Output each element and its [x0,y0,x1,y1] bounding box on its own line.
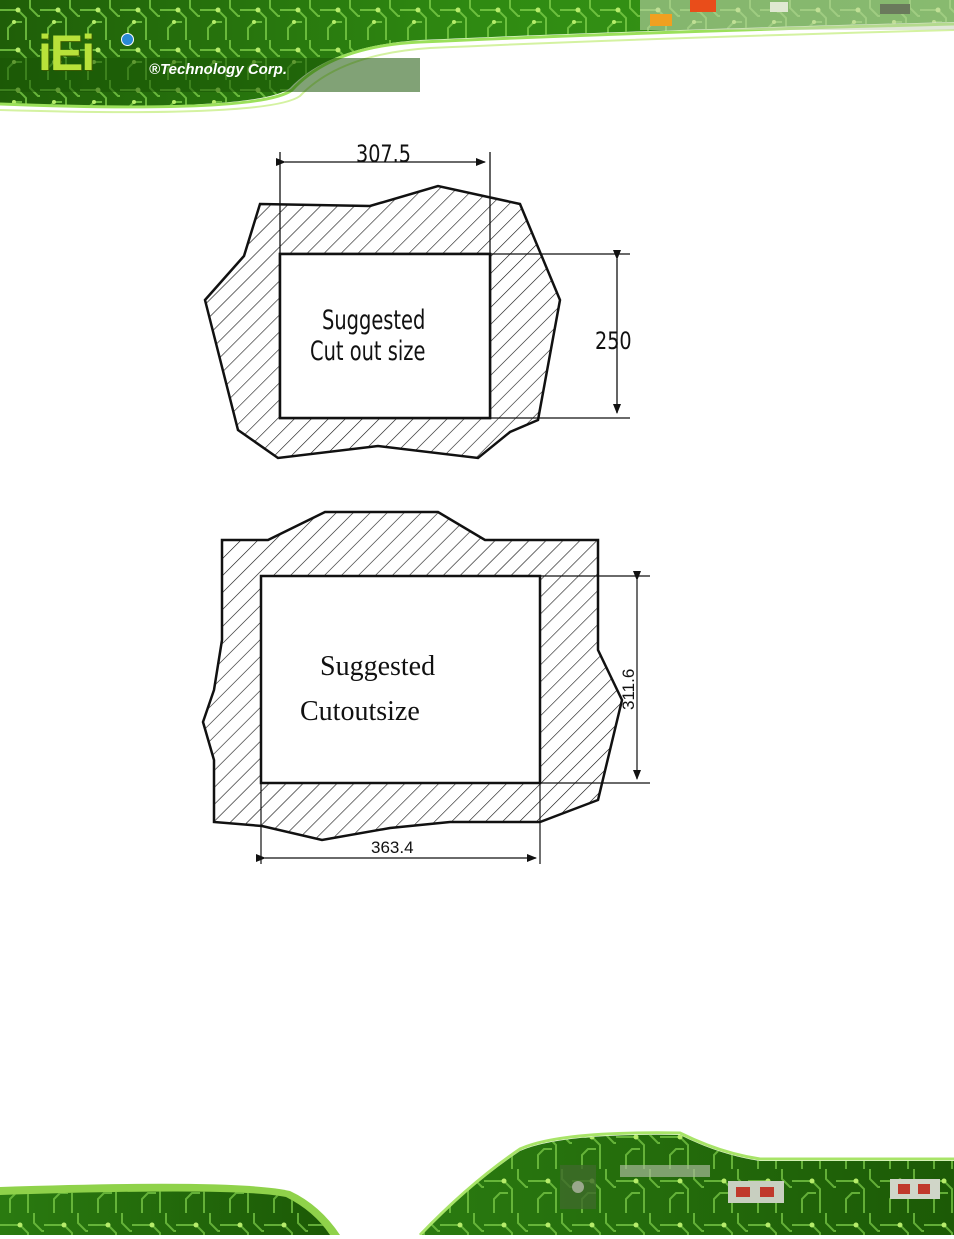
height-dimension-value-1: 250 [595,327,632,355]
cutout-label-2-line2: Cutoutsize [300,696,420,727]
cutout-label-2-line1: Suggested [320,651,436,682]
width-dimension-value-2: 363.4 [371,838,414,857]
cutout-label-1-line2: Cut out size [310,336,426,367]
height-dimension-value-2: 311.6 [619,668,638,710]
circuit-board-footer [0,1125,954,1235]
cutout-diagram-2 [203,512,650,864]
width-dimension-value-1: 307.5 [356,140,411,168]
footer-banner [0,1125,954,1235]
company-name: ®Technology Corp. [149,61,287,78]
logo-mark: iEi [38,25,94,81]
cutout-label-1-line1: Suggested [322,305,426,336]
